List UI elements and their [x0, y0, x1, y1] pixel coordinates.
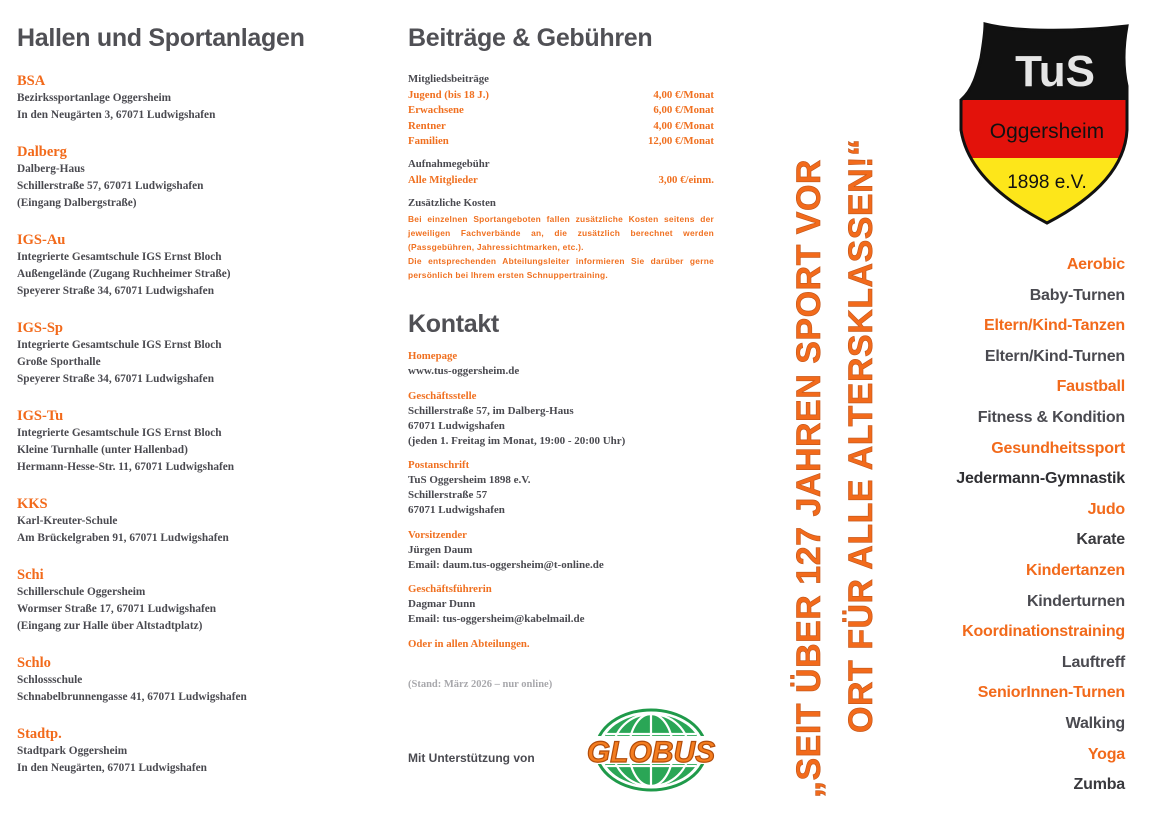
fee-price: 4,00 €/Monat — [653, 119, 714, 132]
contact-line: TuS Oggersheim 1898 e.V. — [408, 474, 531, 486]
fee-label: Jugend (bis 18 J.) — [408, 88, 489, 101]
venue-line: Wormser Straße 17, 67071 Ludwigshafen — [17, 603, 217, 615]
venue-code: Schlo — [17, 655, 51, 671]
fee-price: 3,00 €/einm. — [658, 173, 714, 186]
contact-label: Geschäftsführerin — [408, 583, 492, 595]
venue-line: Am Brückelgraben 91, 67071 Ludwigshafen — [17, 532, 229, 544]
fee-price: 12,00 €/Monat — [648, 135, 714, 147]
sport-item: Jedermann-Gymnastik — [956, 470, 1125, 488]
fee-row — [408, 103, 714, 119]
logo-tus: TuS — [1015, 47, 1095, 96]
contact-label: Homepage — [408, 350, 458, 362]
venue-line: Schillerstraße 57, 67071 Ludwigshafen — [17, 180, 204, 192]
venue-line: Bezirkssportanlage Oggersheim — [17, 92, 172, 104]
sports-list — [895, 254, 1125, 805]
extra-costs — [408, 196, 714, 283]
sport-item: Yoga — [1087, 745, 1125, 763]
venue-line: Integrierte Gesamtschule IGS Ernst Bloch — [17, 251, 222, 263]
extra-text: Bei einzelnen Sportangeboten fallen zusätzliche Kosten seitens der jeweiligen Fachverbände an, die zusätzlich berechnet werden (Passgebühren, Jahressichtmarken, etc.). — [408, 213, 714, 252]
fee-row — [408, 119, 714, 135]
venue-bsa — [17, 72, 347, 124]
globus-text: GLOBUS — [586, 736, 716, 769]
contact-manager — [408, 582, 584, 627]
venue-code: Schi — [17, 567, 44, 583]
venue-line: In den Neugärten 3, 67071 Ludwigshafen — [17, 109, 216, 121]
sport-item: Gesundheitssport — [991, 439, 1125, 457]
venues-title: Hallen und Sportanlagen — [17, 24, 305, 52]
venue-line: Speyerer Straße 34, 67071 Ludwigshafen — [17, 373, 214, 385]
email-link[interactable]: Email: daum.tus-oggersheim@t-online.de — [408, 559, 604, 571]
venue-line: Außengelände (Zugang Ruchheimer Straße) — [17, 268, 231, 280]
contact-line: 67071 Ludwigshafen — [408, 420, 505, 432]
extra-header: Zusätzliche Kosten — [408, 197, 496, 209]
sport-item: Karate — [1076, 531, 1125, 549]
venue-line: Hermann-Hesse-Str. 11, 67071 Ludwigshafen — [17, 461, 235, 473]
fee-row — [408, 134, 714, 150]
fee-label: Familien — [408, 135, 449, 147]
venue-line: Dalberg-Haus — [17, 163, 85, 175]
venue-line: Karl-Kreuter-Schule — [17, 515, 118, 527]
slogan — [790, 38, 890, 798]
contact-homepage — [408, 349, 519, 379]
fee-label: Erwachsene — [408, 104, 464, 116]
fee-price: 6,00 €/Monat — [653, 104, 714, 116]
contact-label: Geschäftsstelle — [408, 390, 477, 402]
sport-item: Eltern/Kind-Turnen — [984, 347, 1125, 365]
venue-igs-au — [17, 231, 347, 300]
venue-line: Schnabelbrunnengasse 41, 67071 Ludwigshafen — [17, 691, 247, 703]
fee-row — [408, 88, 714, 104]
contact-title: Kontakt — [408, 310, 499, 338]
globus-logo — [586, 706, 716, 794]
homepage-link[interactable]: www.tus-oggersheim.de — [408, 365, 520, 377]
sport-item: Lauftreff — [1061, 653, 1125, 671]
venue-kks — [17, 495, 347, 547]
fee-price: 4,00 €/Monat — [653, 88, 714, 101]
contact-line: Schillerstraße 57 — [408, 489, 488, 501]
contact-line: 67071 Ludwigshafen — [408, 504, 505, 516]
venue-line: Integrierte Gesamtschule IGS Ernst Bloch — [17, 427, 222, 439]
contact-label: Vorsitzender — [408, 529, 467, 541]
venue-line: Stadtpark Oggersheim — [17, 745, 128, 757]
contact-line: Jürgen Daum — [408, 544, 473, 556]
venue-stadtpark — [17, 725, 347, 777]
fees-title: Beiträge & Gebühren — [408, 24, 653, 52]
sport-item: Aerobic — [1066, 256, 1125, 273]
venue-dalberg — [17, 143, 347, 212]
extra-text: Die entsprechenden Abteilungsleiter informieren Sie darüber gerne persönlich bei Ihrem ersten Schnuppertraining. — [408, 256, 714, 281]
sport-item: Koordinationstraining — [962, 623, 1125, 641]
fee-row — [408, 173, 714, 189]
venue-code: IGS-Tu — [17, 408, 64, 424]
venue-line: Schlossschule — [17, 674, 83, 686]
club-logo — [955, 18, 1135, 228]
venue-code: KKS — [17, 496, 48, 512]
slogan-line-2: ORT FÜR ALLE ALTERSKLASSEN!“ — [842, 138, 880, 733]
venue-line: Große Sporthalle — [17, 356, 101, 368]
stand-note: (Stand: März 2026 – nur online) — [408, 679, 553, 690]
venue-code: IGS-Au — [17, 232, 66, 248]
sport-item: Judo — [1087, 500, 1125, 518]
venue-schi — [17, 566, 347, 635]
sport-item: Walking — [1065, 714, 1125, 732]
sport-item: Kinderturnen — [1026, 592, 1125, 610]
contact-line: (jeden 1. Freitag im Monat, 19:00 - 20:00 Uhr) — [408, 435, 626, 447]
fee-label: Rentner — [408, 119, 446, 132]
sport-item: Baby-Turnen — [1029, 286, 1125, 304]
venue-code: Dalberg — [17, 144, 67, 160]
email-link[interactable]: Email: tus-oggersheim@kabelmail.de — [408, 613, 585, 625]
venue-line: Schillerschule Oggersheim — [17, 586, 146, 598]
venue-line: Speyerer Straße 34, 67071 Ludwigshafen — [17, 285, 214, 297]
logo-year: 1898 e.V. — [1007, 172, 1087, 193]
membership-header: Mitgliedsbeiträge — [408, 73, 489, 85]
venue-schlo — [17, 654, 347, 706]
sport-item: Eltern/Kind-Tanzen — [984, 317, 1125, 335]
sport-item: Faustball — [1056, 378, 1125, 396]
venue-igs-sp — [17, 319, 347, 388]
sport-item: Fitness & Kondition — [977, 408, 1125, 426]
venue-code: IGS-Sp — [17, 320, 63, 336]
contact-line: Dagmar Dunn — [408, 598, 476, 610]
admission-fee — [408, 157, 714, 188]
venue-code: Stadtp. — [17, 726, 62, 742]
membership-fees — [408, 72, 714, 150]
venue-line: In den Neugärten, 67071 Ludwigshafen — [17, 762, 207, 774]
slogan-line-1: „SEIT ÜBER 127 JAHREN SPORT VOR — [790, 159, 828, 798]
venue-igs-tu — [17, 407, 347, 476]
venue-line: (Eingang Dalbergstraße) — [17, 197, 137, 209]
contact-line: Schillerstraße 57, im Dalberg-Haus — [408, 405, 574, 417]
contact-office — [408, 389, 625, 449]
venue-line: Integrierte Gesamtschule IGS Ernst Bloch — [17, 339, 222, 351]
support-text: Mit Unterstützung von — [408, 751, 535, 765]
venue-line: (Eingang zur Halle über Altstadtplatz) — [17, 620, 203, 632]
fee-label: Alle Mitglieder — [408, 173, 478, 186]
venue-code: BSA — [17, 73, 46, 89]
contact-footer-note: Oder in allen Abteilungen. — [408, 638, 530, 650]
venue-line: Kleine Turnhalle (unter Hallenbad) — [17, 444, 188, 456]
sport-item: Kindertanzen — [1026, 561, 1125, 579]
contact-chairman — [408, 528, 604, 573]
sport-item: Zumba — [1073, 776, 1125, 794]
sport-item: SeniorInnen-Turnen — [977, 684, 1125, 702]
logo-oggersheim: Oggersheim — [989, 120, 1105, 143]
contact-label: Postanschrift — [408, 459, 470, 471]
contact-postal — [408, 458, 531, 518]
admission-header: Aufnahmegebühr — [408, 158, 490, 170]
